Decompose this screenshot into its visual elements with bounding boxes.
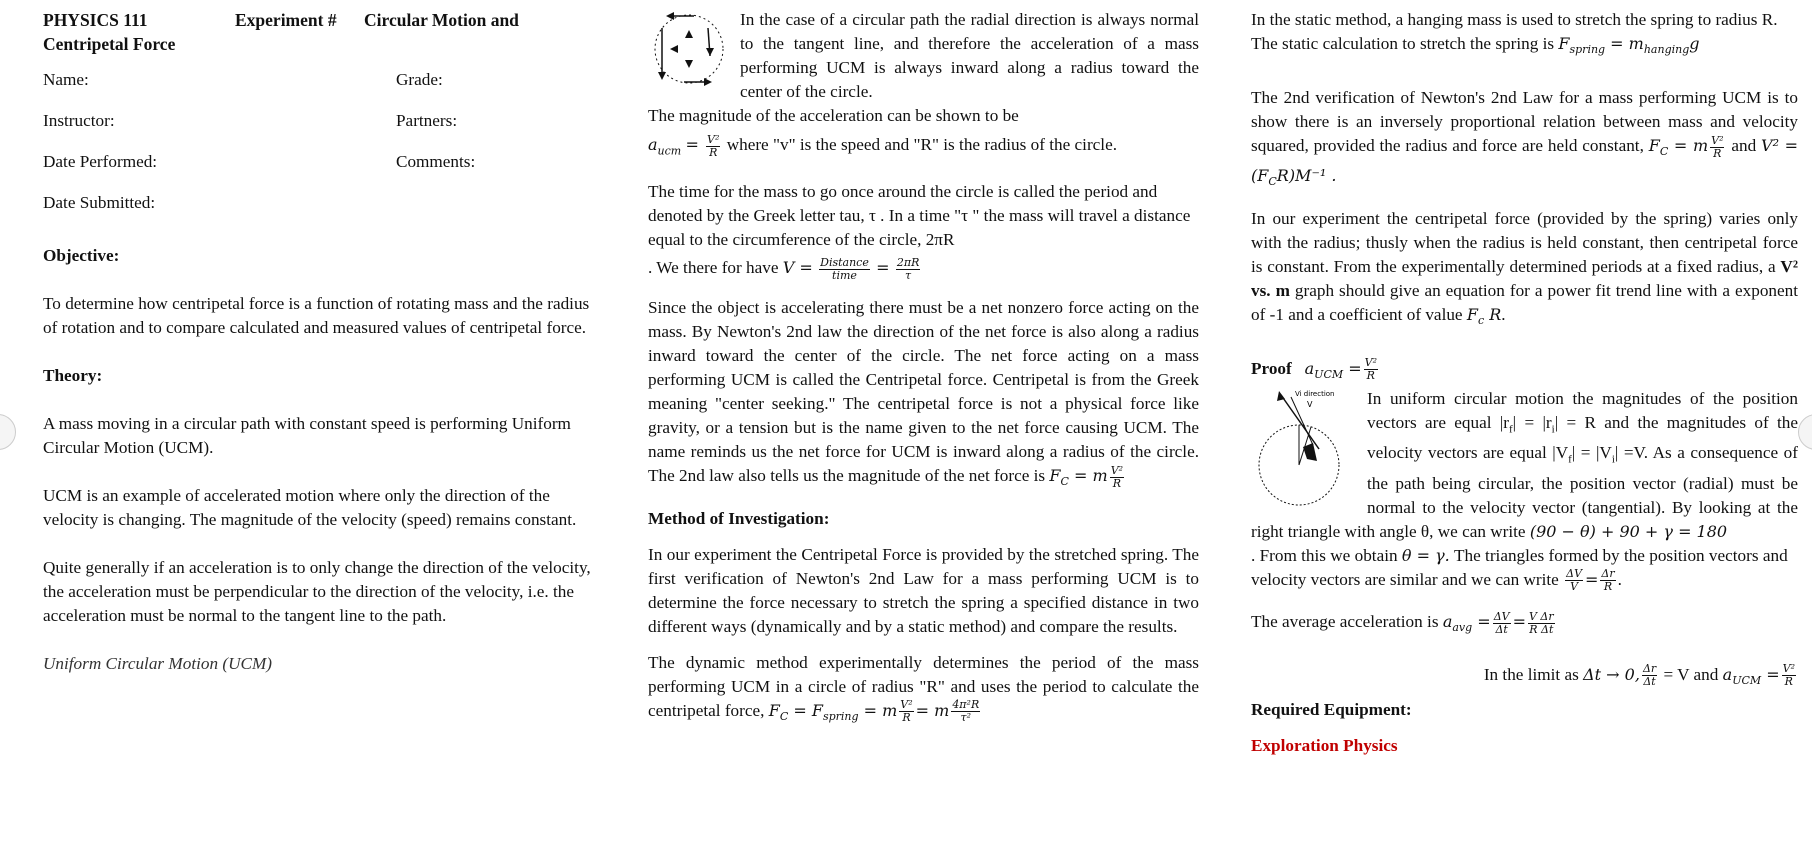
form-field-row — [43, 150, 594, 174]
theory-heading: Theory: — [43, 366, 103, 385]
centripetal-force-text: Since the object is accelerating there must be a net nonzero force acting on the mass. By Newton's 2nd law the direction of the net force is also along a radius inward toward the center of the circle. The net force acting on a mass performing UCM is called the Centripetal force. Centripetal is from the Greek meaning "center seeking." The centripetal force is not a physical force like gravity, or a tension but is the name given to the net force causing UCM. The name reminds us the net force for UCM is inward along a radius of the circle. The 2nd law also tells us the magnitude of the net force is $F_C = m$ $\frac{\text{V²}}{R}$ — [648, 298, 1199, 490]
v2-over-r-fraction: $\frac{\text{V²}}{R}$ — [707, 132, 720, 159]
limit-line: In the limit as Δt → 0, $\frac{\Delta r}{\Delta t}$ = V and $a_{UCM}$ = $\frac{\text{V²}}{R}$ — [1483, 662, 1795, 689]
velocity-equation-line: . We there for have V = $\frac{\text{Distance}}{\text{time}}$ = $\frac{2\pi R}{\tau}$ — [648, 255, 920, 282]
equipment-heading: Required Equipment: — [1251, 699, 1412, 719]
aucm-subscript: ucm — [657, 144, 682, 158]
static-method-text: In the static method, a hanging mass is used to stretch the spring to radius R. — [1251, 10, 1778, 29]
method-paragraph-1: In our experiment the Centripetal Force is provided by the stretched spring. The first verification of Newton's 2nd Law for a mass performing UCM is to determine the force necessary to stretch the spring a specified distance in two different ways (dynamically and by a static method) and compare the results. — [648, 544, 1199, 636]
method-heading: Method of Investigation: — [648, 508, 830, 528]
objective-text: To determine how centripetal force is a function of rotating mass and the radius of rotation and to compare calculated and measured values of centripetal force. — [43, 294, 590, 337]
vi-direction-label: Vi direction — [1295, 389, 1335, 398]
distance-over-time: $\frac{\text{Distance}}{\text{time}}$ — [820, 255, 869, 282]
theory-paragraph-1: A mass moving in a circular path with constant speed is performing Uniform Circular Motion (UCM). — [43, 414, 571, 457]
proof-text: In uniform circular motion the magnitudes of the position vectors are equal $|r_f| = |r_i| = R$ and the magnitudes of the velocity vectors are equal $|V_f| = |V_i| =V$. As a consequence of the path being circular, the position vector (radial) must be normal to the velocity vector (tangential). By looking at the right triangle with angle θ, we can write (90 − θ) + 90 + γ = 180 — [1251, 388, 1798, 541]
circular-path-intro: In the case of a circular path the radial direction is always normal to the tangent line, and therefore the acceleration of a mass performing UCM is always inward along a radius toward the center of the circle. — [740, 10, 1199, 101]
angle-equation: (90 − θ) + 90 + γ = 180 — [1529, 521, 1728, 541]
page-2 — [614, 0, 1217, 867]
form-field-label: Instructor: — [43, 111, 115, 130]
page-1 — [0, 0, 614, 867]
dynamic-force-equation: $F_C = F_{spring} = m$ — [768, 700, 898, 723]
ucm-circle-figure — [648, 8, 730, 90]
fc-equation: $F_C = m$ — [1049, 466, 1108, 489]
form-field-label: Comments: — [396, 152, 476, 171]
inverse-relation-equation: $V^2 = (F_CR)M^{-1}$ . — [1251, 136, 1799, 189]
form-field-row — [43, 68, 594, 92]
v-label: V — [1307, 399, 1313, 409]
aucm-symbol: a — [648, 135, 658, 154]
form-fields — [43, 68, 594, 215]
figure-caption: Uniform Circular Motion (UCM) — [43, 654, 273, 673]
experiment-title-start: Circular Motion and — [364, 10, 519, 30]
static-equation: $F_{spring} = m_{hanging}g$ — [1558, 34, 1700, 57]
form-field-label: Name: — [43, 70, 89, 89]
form-field-label: Date Submitted: — [43, 193, 156, 212]
two-pi-r-over-tau: $\frac{2\pi R}{\tau}$ — [896, 255, 920, 282]
experiment-title-end: Centripetal Force — [43, 34, 176, 54]
theory-paragraph-3: Quite generally if an acceleration is to only change the direction of the velocity, the acceleration must be perpendicular to the direction of the velocity, i.e. the acceleration must be normal to the tangent line to the path. — [43, 558, 591, 625]
page-3 — [1217, 0, 1812, 867]
course-code: PHYSICS 111 — [43, 10, 148, 30]
experiment-description: In our experiment the centripetal force (provided by the spring) varies only with the radius; thusly when the radius is held constant, then centripetal force is constant. From the experimentally determined periods at a fixed radius, a V² vs. m graph should give an equation for a power fit trend line with a exponent of -1 and a coefficient of value $F_c$ R. — [1251, 208, 1799, 327]
magnitude-text: The magnitude of the acceleration can be shown to be — [648, 106, 1019, 125]
form-field-label: Partners: — [396, 111, 458, 130]
period-text: The time for the mass to go once around the circle is called the period and denoted by the Greek letter tau, τ . In a time "τ " the mass will travel a distance equal to the circumference of the circle, 2πR — [648, 182, 1191, 250]
form-field-label: Grade: — [396, 70, 443, 89]
exploration-physics-label: Exploration Physics — [1251, 735, 1398, 755]
method-paragraph-2: The dynamic method experimentally determines the period of the mass performing UCM in a circle of radius "R" and uses the period to calculate the centripetal force, $F_C = F_{spring} = m$ $\frac{\text{V²}}{R}$ = m $\frac{\text{4π²R}}{\text{τ²}}$ — [648, 652, 1199, 725]
average-acceleration-line: The average acceleration is $a_{avg}$ = $\frac{\Delta V}{\Delta t}$ = $\frac{\text{V Δr}}{\text{R Δt}}$ — [1251, 609, 1554, 636]
velocity-vector-figure — [1251, 387, 1357, 507]
form-field-label: Date Performed: — [43, 152, 158, 171]
proof-heading-line: Proof $a_{UCM}$ = $\frac{\text{V²}}{R}$ — [1251, 356, 1377, 383]
objective-heading: Objective: — [43, 246, 120, 265]
form-field-row — [43, 191, 594, 215]
aucm-equation-line: $a_{ucm}$ = $\frac{\text{V²}}{R}$ where "v" is the speed and "R" is the radius of the circle. — [648, 132, 1118, 159]
similar-triangles-text: . From this we obtain θ = γ. The triangles formed by the position vectors and velocity vectors are similar and we can write $\frac{\Delta V}{V}$ = $\frac{\Delta r}{R}$ . — [1251, 545, 1788, 594]
theory-paragraph-2: UCM is an example of accelerated motion where only the direction of the velocity is changing. The magnitude of the velocity (speed) remains constant. — [43, 486, 577, 529]
static-calculation-line: The static calculation to stretch the spring is $F_{spring} = m_{hanging}g$ — [1251, 34, 1700, 57]
aucm-tail: where "v" is the speed and "R" is the radius of the circle. — [726, 135, 1118, 154]
experiment-number: Experiment # — [235, 10, 337, 30]
second-verification-text: The 2nd verification of Newton's 2nd Law for a mass performing UCM is to show there is an inversely proportional relation between mass and velocity squared, provided the radius and force are held constant, $F_C = m$ $\frac{\text{V²}}{R}$ and $V^2 = (F_CR)M^{-1}$ . — [1251, 88, 1799, 189]
course-header — [43, 8, 594, 32]
form-field-row — [43, 109, 594, 133]
